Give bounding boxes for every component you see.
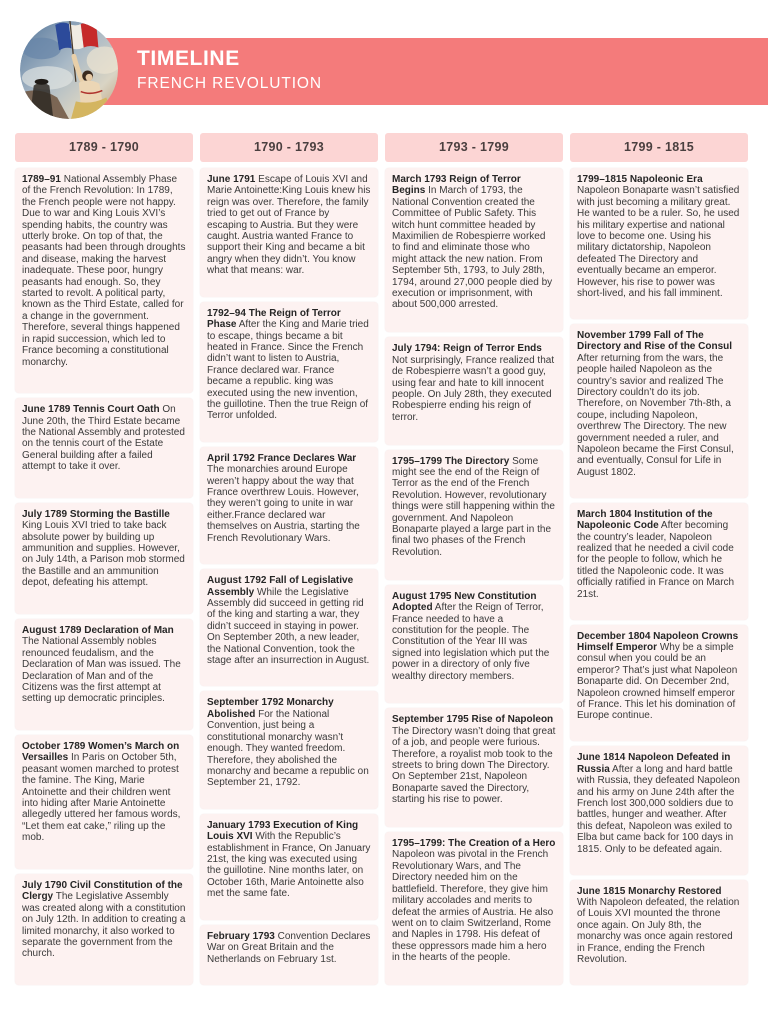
timeline-entry xyxy=(200,447,378,564)
timeline-entry xyxy=(570,625,748,742)
timeline-column-1789-1790 xyxy=(15,133,193,985)
entry-title: June 1789 Tennis Court Oath xyxy=(22,404,160,416)
period-header: 1799 - 1815 xyxy=(570,133,748,162)
entry-text: The Legislative Assembly was created along with a constitution on July 12th. In addition to creating a limited monarchy, it also worked to separate the government from the church. xyxy=(22,891,186,960)
entry-text: The monarchies around Europe weren’t happy about the way that France overthrew Louis. However, they weren’t going to unite in war either.France declared war themselves on Austria, starting the French Revolutionary Wars. xyxy=(207,464,360,544)
entry-title: September 1795 Rise of Napoleon xyxy=(392,714,554,726)
period-header: 1790 - 1793 xyxy=(200,133,378,162)
entry-paragraph xyxy=(577,631,741,722)
entry-title: August 1792 Fall of Legislative Assembly xyxy=(207,575,354,598)
entry-title: July 1794: Reign of Terror Ends xyxy=(392,343,542,355)
timeline-entry xyxy=(385,450,563,580)
entry-title: December 1804 Napoleon Crowns Himself Emperor xyxy=(577,630,739,654)
timeline-column-1799-1815 xyxy=(570,133,748,985)
entry-title: July 1790 Civil Constitution of the Clergy xyxy=(22,879,183,903)
entry-text: Convention Declares War on Great Britain and the Netherlands on February 1st. xyxy=(207,930,371,965)
entry-title: 1792–94 The Reign of Terror Phase xyxy=(207,307,341,331)
timeline-column-1793-1799 xyxy=(385,133,563,985)
timeline-entry xyxy=(570,324,748,498)
timeline-entry xyxy=(385,708,563,827)
entry-text: Napoleon Bonaparte wasn’t satisfied with just becoming a military great. He wanted to be a ruler. So, he used his military expertise and national love to become one. Using his military dictatorship, Napoleon defeated The Directory and eventually became an emperor. However, his rise to power was short-lived, and his fall imminent. xyxy=(577,185,740,300)
entry-paragraph xyxy=(207,453,371,544)
entry-paragraph xyxy=(22,404,186,472)
timeline-entry xyxy=(15,168,193,393)
entry-title: November 1799 Fall of The Directory and Rise of the Consul xyxy=(577,330,733,353)
timeline-column-1790-1793 xyxy=(200,133,378,985)
entry-paragraph xyxy=(577,509,741,600)
entry-paragraph xyxy=(392,838,556,963)
entry-paragraph xyxy=(207,174,371,277)
entry-title: August 1789 Declaration of Man xyxy=(22,624,174,636)
entry-text: King Louis XVI tried to take back absolute power by building up ammunition and supplies. However, on July 14th, a Parison mob stormed the Bastille and an ammunition depot, defeating his attempt. xyxy=(22,520,185,589)
entry-title: 1799–1815 Napoleonic Era xyxy=(577,174,703,185)
entry-paragraph xyxy=(22,741,186,844)
page-title: TIMELINE xyxy=(137,47,240,70)
timeline-entry xyxy=(200,168,378,297)
entry-paragraph xyxy=(392,591,556,682)
timeline-entry xyxy=(570,503,748,620)
painting-artwork xyxy=(20,21,118,119)
entry-title: June 1814 Napoleon Defeated in Russia xyxy=(577,752,731,775)
entry-title: October 1789 Women’s March on Versailles xyxy=(22,741,180,764)
entry-text: After a long and hard battle with Russia, they defeated Napoleon and his army on June 24th after the French lost 300,000 soldiers due to battles, hunger and weather. After this defeat, Napoleon was exiled to Elba but came back for 100 days in 1815. Only to be defeated again. xyxy=(577,763,740,855)
timeline-entry xyxy=(200,925,378,985)
timeline-entry xyxy=(15,398,193,498)
timeline-entry xyxy=(15,735,193,869)
timeline-entry xyxy=(570,880,748,985)
entry-text: In March of 1793, the National Convention created the Committee of Public Safety. This witch hunt committee headed by Maximilien de Robespierre worked to find and eliminate those who might attack the new nation. From September 5th, 1793, to July 28th, 1794, around 27,000 people died by execution or imprisonment, with about 500,000 arrested. xyxy=(392,185,553,311)
entry-paragraph xyxy=(207,575,371,666)
entry-list xyxy=(200,168,378,985)
entry-title: April 1792 France Declares War xyxy=(207,452,357,464)
entry-paragraph xyxy=(392,343,556,423)
entry-title: September 1792 Monarchy Abolished xyxy=(207,697,334,720)
entry-text: On June 20th, the Third Estate became the National Assembly and protested on the tennis court of the Estate General building after a failed attempt to take it over. xyxy=(22,404,185,473)
entry-title: July 1789 Storming the Bastille xyxy=(22,508,170,520)
entry-text: Some might see the end of the Reign of Terror as the end of the French Revolution. However, revolutionary things were still happening within the government. And Napoleon Bonaparte played a large part in the final two phases of the French Revolution. xyxy=(392,455,555,558)
timeline-entry xyxy=(15,619,193,730)
entry-paragraph xyxy=(22,625,186,705)
timeline-entry xyxy=(200,691,378,808)
timeline-entry xyxy=(570,746,748,874)
entry-text: While the Legislative Assembly did succeed in getting rid of the king and starting a war, they didn’t succeed in staying in power. On September 20th, a new leader, the National Convention, took the stage after an insurrection in August. xyxy=(207,586,370,666)
entry-paragraph xyxy=(577,174,741,299)
entry-paragraph xyxy=(207,820,371,900)
entry-paragraph xyxy=(392,714,556,805)
period-header: 1793 - 1799 xyxy=(385,133,563,162)
entry-text: National Assembly Phase of the French Revolution: In 1789, the French people were not happy. Due to war and King Louis XVI’s spending habits, the country was utterly broke. On top of that, the peasants had been through droughts and disease, making the harvest inadequate. These poor, hungry peasants had enough. So, they started to revolt. A political party, known as the Third Estate, called for a change in the government. Therefore, several things happened in rapid succession, which led to France becoming a constitutional monarchy. xyxy=(22,174,186,368)
timeline-entry xyxy=(385,337,563,444)
entry-text: With Napoleon defeated, the relation of Louis XVI mounted the throne once again. On July 8th, the monarchy was once again restored in France, ending the French Revolution. xyxy=(577,897,740,966)
timeline-entry xyxy=(385,832,563,985)
entry-paragraph xyxy=(577,886,741,966)
entry-title: March 1804 Institution of the Napoleonic Code xyxy=(577,508,713,532)
entry-text: Not surprisingly, France realized that de Robespierre wasn’t a good guy, using fear and hate to kill innocent people. On July 28th, they executed Robespierre ending his reign of terror. xyxy=(392,354,555,423)
period-header: 1789 - 1790 xyxy=(15,133,193,162)
timeline-entry xyxy=(200,569,378,686)
entry-title: June 1791 xyxy=(207,174,256,185)
page-subtitle: FRENCH REVOLUTION xyxy=(137,75,322,92)
entry-text: After becoming the country’s leader, Napoleon realized that he needed a civil code for the people to follow, which he titled the Napoleonic code. It was officially ratified in France on March 21st. xyxy=(577,520,735,600)
timeline-entry xyxy=(200,302,378,442)
entry-text: Why be a simple consul when you could be an emperor? That’s just what Napoleon Bonaparte did. On December 2nd, Napoleon crowned himself emperor of France. This let his domination of Europe continue. xyxy=(577,642,738,722)
timeline-entry xyxy=(200,814,378,920)
entry-list xyxy=(570,168,748,985)
entry-text: In Paris on October 5th, peasant women marched to protest the famine. The King, Marie Antoinette and their children went into hiding after Marie Antoinette allegedly uttered her famous words, “Let them eat cake,” riling up the mob. xyxy=(22,752,181,844)
entry-paragraph xyxy=(207,308,371,422)
entry-paragraph xyxy=(207,931,371,965)
entry-title: June 1815 Monarchy Restored xyxy=(577,885,722,897)
entry-paragraph xyxy=(22,174,186,368)
entry-paragraph xyxy=(577,330,741,478)
entry-paragraph xyxy=(22,880,186,960)
entry-title: February 1793 xyxy=(207,930,275,942)
entry-paragraph xyxy=(392,456,556,559)
entry-paragraph xyxy=(392,174,556,311)
entry-title: 1795–1799: The Creation of a Hero xyxy=(392,838,556,850)
entry-text: After the King and Marie tried to escape, things became a bit heated in France. Since the French didn’t want to listen to Austria, France declared war. France became a republic. king was executed using the new invention, the guillotine. Then the true Reign of Terror unfolded. xyxy=(207,319,369,422)
entry-title: August 1795 New Constitution Adopted xyxy=(392,590,537,614)
timeline-entry xyxy=(15,874,193,985)
entry-list xyxy=(385,168,563,985)
entry-text: After returning from the wars, the people hailed Napoleon as the country’s savior and realized The Directory couldn’t do its job. Therefore, on November 7th-8th, a coupe, including Napoleon, overthrew The Directory. The new government needed a ruler, and Napoleon became the First Consul, and eventually, Consul for Life in August 1802. xyxy=(577,352,734,478)
entry-text: After the Reign of Terror, France needed to have a constitution for the people. The Constitution of the Year III was signed into legislation which put the power in a directory of only five wealthy directory members. xyxy=(392,602,550,682)
timeline-entry xyxy=(570,168,748,319)
entry-text: Napoleon was pivotal in the French Revolutionary Wars, and The Directory needed him on the battlefield. Therefore, they give him military accolades and merits to defeat the armies of Austria. He also went on to claim Switzerland, Rome and Naples in 1798. His defeat of these oppressors made him a hero in the hearts of the people. xyxy=(392,849,554,964)
entry-list xyxy=(15,168,193,985)
entry-title: March 1793 Reign of Terror Begins xyxy=(392,174,521,197)
timeline-entry xyxy=(385,585,563,704)
entry-text: The National Assembly nobles renounced feudalism, and the Declaration of Man was issued. The Declaration of Man and of the Citizens was the first attempt at setting up democratic principles. xyxy=(22,636,181,705)
entry-paragraph xyxy=(207,697,371,788)
entry-paragraph xyxy=(22,509,186,589)
entry-title: 1795–1799 The Directory xyxy=(392,455,510,467)
entry-title: 1789–91 xyxy=(22,174,61,185)
entry-paragraph xyxy=(577,752,741,855)
entry-text: Escape of Louis XVI and Marie Antoinette:King Louis knew his reign was over. Therefore, the family tried to get out of France by escaping to Austria. But they were caught. Austria wanted France to support their King and became a bit angry when they didn’t. You know what that means: war. xyxy=(207,174,371,277)
header-painting-image xyxy=(20,21,118,119)
entry-text: For the National Convention, just being a constitutional monarchy wasn’t enough. They wanted freedom. Therefore, they abolished the monarchy and became a republic on September 21, 1792. xyxy=(207,708,369,789)
entry-title: January 1793 Execution of King Louis XVI xyxy=(207,819,359,843)
timeline-entry xyxy=(15,503,193,614)
timeline-entry xyxy=(385,168,563,332)
entry-text: The Directory wasn’t doing that great of a job, and people were furious. Therefore, a royalist mob took to the streets to bring down The Directory. On September 21st, Napoleon Bonaparte saved the Directory, starting his rise to power. xyxy=(392,725,556,806)
entry-text: With the Republic’s establishment in France, On January 21st, the king was executed using the guillotine. Nine months later, on October 16th, Marie Antoinette also met the same fate. xyxy=(207,831,371,900)
